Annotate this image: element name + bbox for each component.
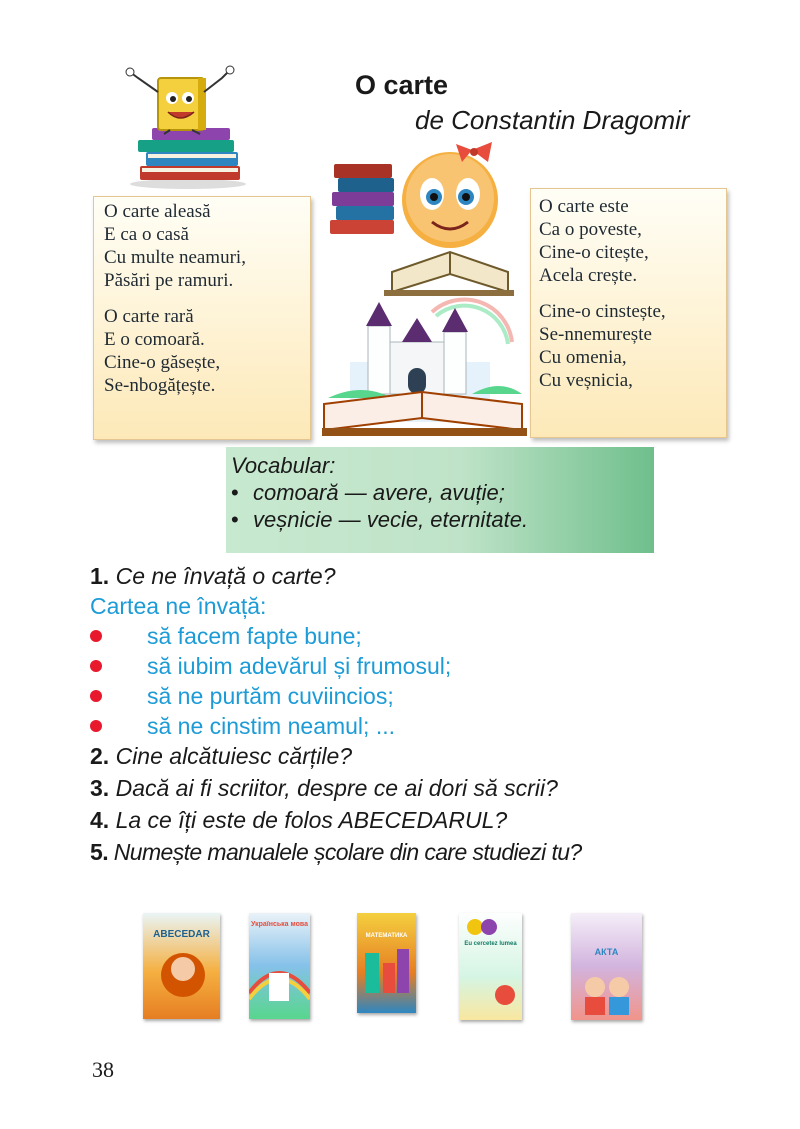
poem-line: Acela crește. xyxy=(539,265,638,286)
answer-item: să iubim adevărul și frumosul; xyxy=(90,653,451,680)
poem-line: O carte rară xyxy=(104,306,194,327)
poem-line: O carte aleasă xyxy=(104,201,211,222)
answer-item: să ne purtăm cuviincios; xyxy=(90,683,394,710)
poem-line: Se-nnemurește xyxy=(539,324,652,345)
question-4: 4. La ce îți este de folos ABECEDARUL? xyxy=(90,807,508,833)
poem-line: Se-nbogățește. xyxy=(104,375,216,396)
poem-line: Ca o poveste, xyxy=(539,219,642,240)
poem-line: E ca o casă xyxy=(104,224,189,245)
question-3: 3. Dacă ai fi scriitor, despre ce ai dori să scrii? xyxy=(90,775,558,801)
poem-line: Cine-o găsește, xyxy=(104,352,221,373)
vocabulary-item: • veșnicie — vecie, eternitate. xyxy=(231,507,529,532)
question-1: 1. Ce ne învață o carte? xyxy=(90,563,336,589)
question-2: 2. Cine alcătuiesc cărțile? xyxy=(90,743,353,769)
stanza-4 xyxy=(539,300,726,392)
book-mascot-illustration xyxy=(118,58,260,190)
question-5: 5. Numește manualele școlare din care studiezi tu? xyxy=(90,839,582,865)
bullet-icon: • xyxy=(231,507,239,532)
vocabulary-heading: Vocabular: xyxy=(231,453,336,478)
poem-title: O carte xyxy=(355,70,449,100)
answer-item: să ne cinstim neamul; ... xyxy=(90,713,395,740)
bullet-icon: • xyxy=(231,480,239,505)
poem-author: de Constantin Dragomir xyxy=(415,105,690,135)
poem-line: Păsări pe ramuri. xyxy=(104,270,234,291)
textbook-cover-mathematics: МАТЕМАТИКА xyxy=(357,913,416,1013)
poem-line: Cu omenia, xyxy=(539,347,627,368)
poem-line: Cu veșnicia, xyxy=(539,370,633,391)
stanza-1 xyxy=(104,200,310,292)
textbook-cover-abecedar: ABECEDAR xyxy=(143,913,220,1019)
page-number: 38 xyxy=(92,1057,114,1082)
poem-box-left xyxy=(93,196,311,440)
poem-line: O carte este xyxy=(539,196,629,217)
textbook-cover-akta: АКТА xyxy=(571,913,642,1020)
textbook-cover-eu-cercetez-lumea: Eu cercetez lumea xyxy=(459,913,522,1020)
red-bullet-icon xyxy=(90,630,102,642)
poem-line: Cu multe neamuri, xyxy=(104,247,246,268)
stanza-3 xyxy=(539,195,726,287)
vocabulary-box xyxy=(226,447,654,553)
books-emoji-castle-illustration xyxy=(322,142,527,442)
poem-line: Cine-o cinstește, xyxy=(539,301,666,322)
red-bullet-icon xyxy=(90,720,102,732)
textbook-cover-ukrainian: Українська мова xyxy=(249,913,310,1019)
poem-line: E o comoară. xyxy=(104,329,205,350)
poem-line: Cine-o citește, xyxy=(539,242,649,263)
answer-lead: Cartea ne învață: xyxy=(90,593,267,619)
red-bullet-icon xyxy=(90,690,102,702)
answer-item: să facem fapte bune; xyxy=(90,623,362,650)
stanza-2 xyxy=(104,305,310,397)
red-bullet-icon xyxy=(90,660,102,672)
vocabulary-item: • comoară — avere, avuție; xyxy=(231,480,505,505)
poem-box-right xyxy=(530,188,727,438)
